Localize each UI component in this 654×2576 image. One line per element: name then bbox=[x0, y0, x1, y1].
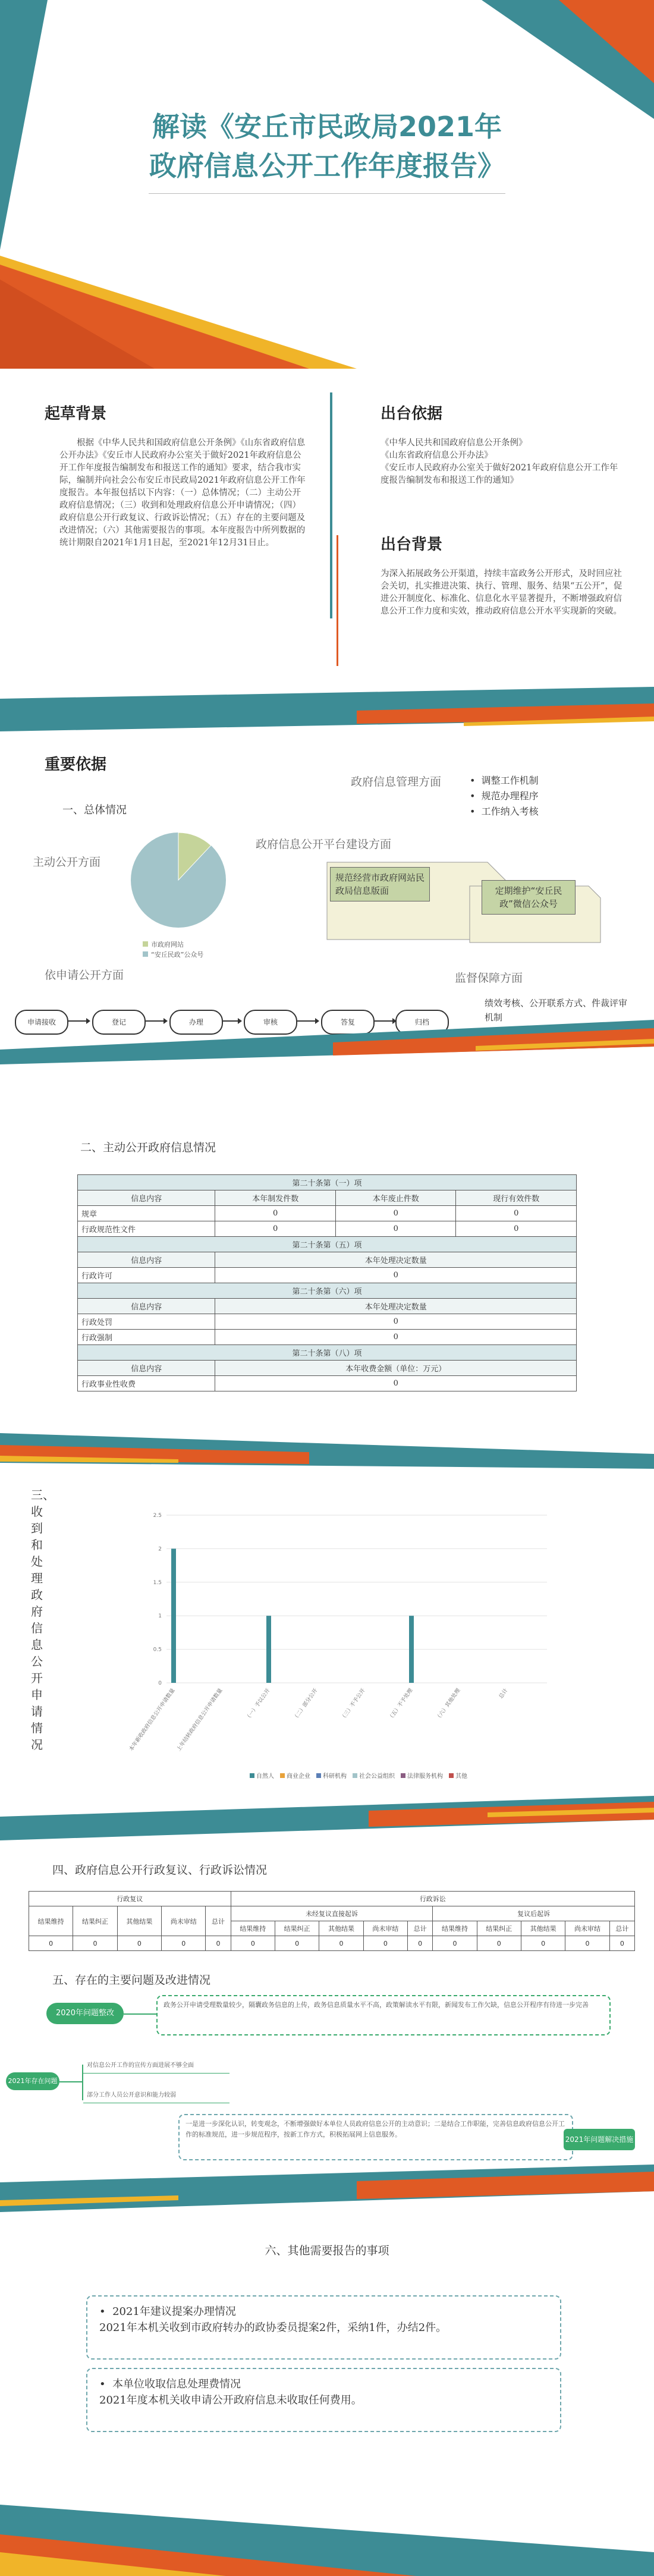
mgmt-item: • 工作纳入考核 bbox=[470, 806, 539, 817]
col-header: 信息内容 bbox=[78, 1190, 215, 1206]
tag-2021-measures: 2021年问题解决措施 bbox=[564, 2129, 635, 2150]
cell: 0 bbox=[319, 1936, 363, 1951]
header-decoration bbox=[0, 0, 654, 381]
y-tick-label: 0 bbox=[158, 1680, 162, 1686]
apply-chart bbox=[128, 1504, 559, 1760]
col-header: 总计 bbox=[609, 1921, 634, 1936]
issue-subtag: 对信息公开工作的宣传方面进展不够全面 bbox=[83, 2059, 229, 2074]
section-stripe bbox=[0, 687, 654, 731]
pie-legend-item: 市政府网站 bbox=[143, 940, 203, 950]
platform-label: 政府信息公开平台建设方面 bbox=[256, 838, 392, 851]
cell: 0 bbox=[215, 1268, 577, 1283]
cell: 行政处罚 bbox=[78, 1314, 215, 1330]
overview-heading: 一、总体情况 bbox=[62, 804, 127, 816]
legend-item: 商业企业 bbox=[280, 1773, 310, 1780]
cell: 0 bbox=[231, 1936, 275, 1951]
chart-x-axis bbox=[127, 1687, 509, 1752]
other-item-title: • 2021年建议提案办理情况 bbox=[99, 2305, 236, 2318]
col-header: 信息内容 bbox=[78, 1361, 215, 1376]
cell: 0 bbox=[215, 1221, 336, 1237]
legend-item: 法律服务机构 bbox=[401, 1773, 443, 1780]
guarantee-text: 绩效考核、公开联系方式、件裁评审机制 bbox=[485, 998, 628, 1023]
col-header: 结果维持 bbox=[231, 1921, 275, 1936]
flow-step: 答复 bbox=[321, 1010, 375, 1035]
table-row bbox=[78, 1268, 577, 1283]
other-item-text: 2021年度本机关收申请公开政府信息未收取任何费用。 bbox=[99, 2394, 362, 2407]
x-tick-label: （六）其他处理 bbox=[435, 1687, 462, 1722]
basis-heading: 出台依据 bbox=[381, 405, 443, 423]
table-row bbox=[78, 1314, 577, 1330]
cell: 0 bbox=[456, 1221, 577, 1237]
x-tick-label: （二）部分公开 bbox=[293, 1687, 319, 1722]
section-stripe bbox=[0, 1427, 654, 1469]
basis-item: 《安丘市人民政府办公室关于做好2021年政府信息公开工作年度报告编制发布和报送工作的通知》 bbox=[381, 463, 618, 485]
cell: 0 bbox=[363, 1936, 407, 1951]
basis-list bbox=[381, 437, 624, 487]
y-tick-label: 2.5 bbox=[153, 1513, 162, 1519]
y-tick-label: 2 bbox=[158, 1546, 162, 1553]
guarantee-label: 监督保障方面 bbox=[455, 972, 523, 985]
cell: 0 bbox=[477, 1936, 521, 1951]
cell: 0 bbox=[215, 1330, 577, 1345]
y-tick-label: 0.5 bbox=[153, 1647, 162, 1653]
x-tick-label: （五）不予处理 bbox=[388, 1687, 414, 1722]
active-heading: 二、主动公开政府信息情况 bbox=[80, 1141, 216, 1154]
block-title: 第二十条第（五）项 bbox=[78, 1237, 577, 1252]
col-header: 信息内容 bbox=[78, 1252, 215, 1268]
col-header: 现行有效件数 bbox=[456, 1190, 577, 1206]
issue-box-2021: 一是进一步深化认识，转变观念，不断增强做好本单位人员政府信息公开的主动意识；二是结合工作职能，完善信息政府信息公开工作的标准规范，进一步规范程序，按新工作方式，积极拓展网上信息服务。 bbox=[178, 2114, 573, 2160]
chart-legend bbox=[250, 1771, 473, 1780]
flow-step: 申请接收 bbox=[15, 1010, 68, 1035]
cell: 0 bbox=[29, 1936, 73, 1951]
col-header: 总计 bbox=[408, 1921, 433, 1936]
col-header: 尚未审结 bbox=[363, 1921, 407, 1936]
cell: 规章 bbox=[78, 1206, 215, 1221]
platform-box-website: 规范经营市政府网站民政局信息版面 bbox=[330, 867, 430, 901]
col-header: 结果纠正 bbox=[275, 1921, 319, 1936]
title-line-2: 政府信息公开工作年度报告》 bbox=[149, 150, 505, 182]
cell: 0 bbox=[215, 1314, 577, 1330]
col-header: 复议后起诉 bbox=[433, 1906, 635, 1921]
section-stripe bbox=[0, 2165, 654, 2212]
x-tick-label: （一）予以公开 bbox=[245, 1687, 272, 1722]
cell: 0 bbox=[408, 1936, 433, 1951]
other-item-title: • 本单位收取信息处理费情况 bbox=[99, 2378, 241, 2390]
col-header: 其他结果 bbox=[521, 1921, 565, 1936]
cell: 0 bbox=[117, 1936, 161, 1951]
section-stripe bbox=[0, 1020, 654, 1064]
tag-2020: 2020年问题整改 bbox=[46, 2003, 124, 2024]
col-header: 本年收费金额（单位：万元） bbox=[215, 1361, 577, 1376]
block-title: 第二十条第（一）项 bbox=[78, 1175, 577, 1190]
cell: 0 bbox=[456, 1206, 577, 1221]
col-header: 行政诉讼 bbox=[231, 1892, 634, 1906]
y-tick-label: 1.5 bbox=[153, 1579, 162, 1586]
section-stripe bbox=[0, 1796, 654, 1840]
block-title: 第二十条第（六）项 bbox=[78, 1283, 577, 1299]
cell: 0 bbox=[162, 1936, 206, 1951]
issue-box-2020: 政务公开申请受理数量较少，隔囊政务信息的上传，政务信息质量水平不高，政策解读水平有限，新闻发布工作欠缺，信息公开程序有待进一步完善 bbox=[156, 1995, 611, 2035]
col-header: 本年制发件数 bbox=[215, 1190, 336, 1206]
col-header: 信息内容 bbox=[78, 1299, 215, 1314]
block-title: 第二十条第（八）项 bbox=[78, 1345, 577, 1361]
table-row bbox=[78, 1376, 577, 1391]
other-item-text: 2021年本机关收到市政府转办的政协委员提案2件，采纳1件，办结2件。 bbox=[99, 2321, 447, 2334]
chart-y-axis bbox=[153, 1513, 162, 1686]
pie-legend-item: “安丘民政”公众号 bbox=[143, 950, 203, 960]
review-heading: 四、政府信息公开行政复议、行政诉讼情况 bbox=[52, 1864, 268, 1877]
basis-item: 《山东省政府信息公开办法》 bbox=[381, 451, 493, 460]
col-header: 行政复议 bbox=[29, 1892, 231, 1906]
basis-item: 《中华人民共和国政府信息公开条例》 bbox=[381, 438, 527, 448]
active-table bbox=[77, 1174, 577, 1391]
col-header: 本年处理决定数量 bbox=[215, 1252, 577, 1268]
key-heading: 重要依据 bbox=[45, 756, 107, 774]
col-header: 结果纠正 bbox=[477, 1921, 521, 1936]
pie-chart bbox=[128, 830, 229, 931]
flow-step: 办理 bbox=[169, 1010, 223, 1035]
x-tick-label: （三）不予公开 bbox=[340, 1687, 367, 1722]
table-row bbox=[78, 1221, 577, 1237]
background-heading: 起草背景 bbox=[45, 405, 107, 423]
connector bbox=[59, 2081, 83, 2082]
tag-2021-issue: 2021年存在问题 bbox=[6, 2072, 59, 2090]
other-item-fees bbox=[86, 2368, 561, 2432]
cell: 0 bbox=[215, 1206, 336, 1221]
cell: 0 bbox=[609, 1936, 634, 1951]
cell: 0 bbox=[215, 1376, 577, 1391]
cell: 0 bbox=[73, 1936, 117, 1951]
apply-label: 依申请公开方面 bbox=[45, 969, 124, 982]
x-tick-label: 上年结转政府信息公开申请数量 bbox=[175, 1687, 224, 1752]
active-label: 主动公开方面 bbox=[33, 856, 101, 869]
cell: 0 bbox=[521, 1936, 565, 1951]
x-tick-label: 总计 bbox=[498, 1687, 510, 1700]
table-row bbox=[78, 1206, 577, 1221]
mgmt-label: 政府信息管理方面 bbox=[351, 775, 442, 788]
platform-box-wechat: 定期维护“安丘民政”微信公众号 bbox=[482, 880, 576, 915]
table-row bbox=[78, 1330, 577, 1345]
col-header: 尚未审结 bbox=[565, 1921, 609, 1936]
connector bbox=[124, 2013, 156, 2015]
legend-item: 自然人 bbox=[250, 1773, 274, 1780]
table-row bbox=[29, 1936, 635, 1951]
cell: 行政强制 bbox=[78, 1330, 215, 1345]
cell: 行政许可 bbox=[78, 1268, 215, 1283]
legend-item: 社会公益组织 bbox=[353, 1773, 395, 1780]
col-header: 总计 bbox=[206, 1906, 231, 1936]
issues-heading: 五、存在的主要问题及改进情况 bbox=[52, 1974, 211, 1987]
flow-step: 审核 bbox=[244, 1010, 297, 1035]
col-header: 结果维持 bbox=[433, 1921, 477, 1936]
mgmt-list bbox=[470, 773, 539, 819]
cell: 0 bbox=[206, 1936, 231, 1951]
title-divider bbox=[149, 193, 505, 194]
title-line-1: 解读《安丘市民政局2021年 bbox=[152, 111, 502, 143]
cell: 0 bbox=[565, 1936, 609, 1951]
review-table bbox=[29, 1891, 635, 1951]
pie-legend bbox=[143, 940, 203, 960]
page-title bbox=[0, 107, 654, 186]
col-header: 其他结果 bbox=[117, 1906, 161, 1936]
col-header: 未经复议直接起诉 bbox=[231, 1906, 433, 1921]
legend-item: 科研机构 bbox=[316, 1773, 347, 1780]
flow-step: 登记 bbox=[92, 1010, 146, 1035]
col-header: 结果纠正 bbox=[73, 1906, 117, 1936]
col-header: 结果维持 bbox=[29, 1906, 73, 1936]
context-text: 为深入拓展政务公开渠道，持续丰富政务公开形式，及时回应社会关切，扎实推进决策、执行、管理、服务、结果“五公开”，促进公开制度化、标准化、信息化水平显著提升，不断增强政府信息公开工作力度和实效，推动政府信息公开水平实现新的突破。 bbox=[381, 569, 622, 616]
cell: 0 bbox=[433, 1936, 477, 1951]
issue-subtag: 部分工作人员公开意识和能力较弱 bbox=[83, 2088, 229, 2103]
bar bbox=[409, 1616, 414, 1683]
chart-grid bbox=[166, 1515, 547, 1683]
other-heading: 六、其他需要报告的事项 bbox=[265, 2244, 389, 2257]
col-header: 尚未审结 bbox=[162, 1906, 206, 1936]
flow-step: 归档 bbox=[395, 1010, 449, 1035]
background-text: 根据《中华人民共和国政府信息公开条例》《山东省政府信息公开办法》《安丘市人民政府办公室关于做好2021年政府信息公开工作年度报告编制发布和报送工作的通知》要求，结合我市实际，编制并向社会公布安丘市民政局2021年政府信息公开工作年度报告。本年报包括以下内容：（一）总体情况；（二）主动公开政府信息情况；（三）收到和处理政府信息公开申请情况；（四）政府信息公开行政复议、行政诉讼情况；（五）存在的主要问题及改进情况；（六）其他需要报告的事项。本年度报告中所列数据的统计期限自2021年1月1日起，至2021年12月31日止。 bbox=[59, 438, 306, 548]
x-tick-label: 本年新收政府信息公开申请数量 bbox=[128, 1687, 177, 1752]
footer-decoration bbox=[0, 2493, 654, 2576]
cell: 0 bbox=[275, 1936, 319, 1951]
col-header: 本年废止件数 bbox=[335, 1190, 456, 1206]
bar bbox=[266, 1616, 271, 1683]
col-header: 本年处理决定数量 bbox=[215, 1299, 577, 1314]
cell: 行政规范性文件 bbox=[78, 1221, 215, 1237]
column-divider-accent bbox=[337, 535, 338, 666]
cell: 0 bbox=[335, 1206, 456, 1221]
cell: 行政事业性收费 bbox=[78, 1376, 215, 1391]
context-heading: 出台背景 bbox=[381, 536, 443, 554]
y-tick-label: 1 bbox=[158, 1613, 162, 1620]
legend-item: 其他 bbox=[449, 1773, 467, 1780]
mgmt-item: • 规范办理程序 bbox=[470, 790, 539, 802]
cell: 0 bbox=[335, 1221, 456, 1237]
other-item-proposals bbox=[86, 2295, 561, 2360]
bar bbox=[171, 1548, 176, 1683]
apply-section-heading: 三、收到和处理政府信息公开申请情况 bbox=[31, 1488, 55, 1752]
column-divider bbox=[330, 392, 332, 618]
col-header: 其他结果 bbox=[319, 1921, 363, 1936]
mgmt-item: • 调整工作机制 bbox=[470, 775, 539, 786]
